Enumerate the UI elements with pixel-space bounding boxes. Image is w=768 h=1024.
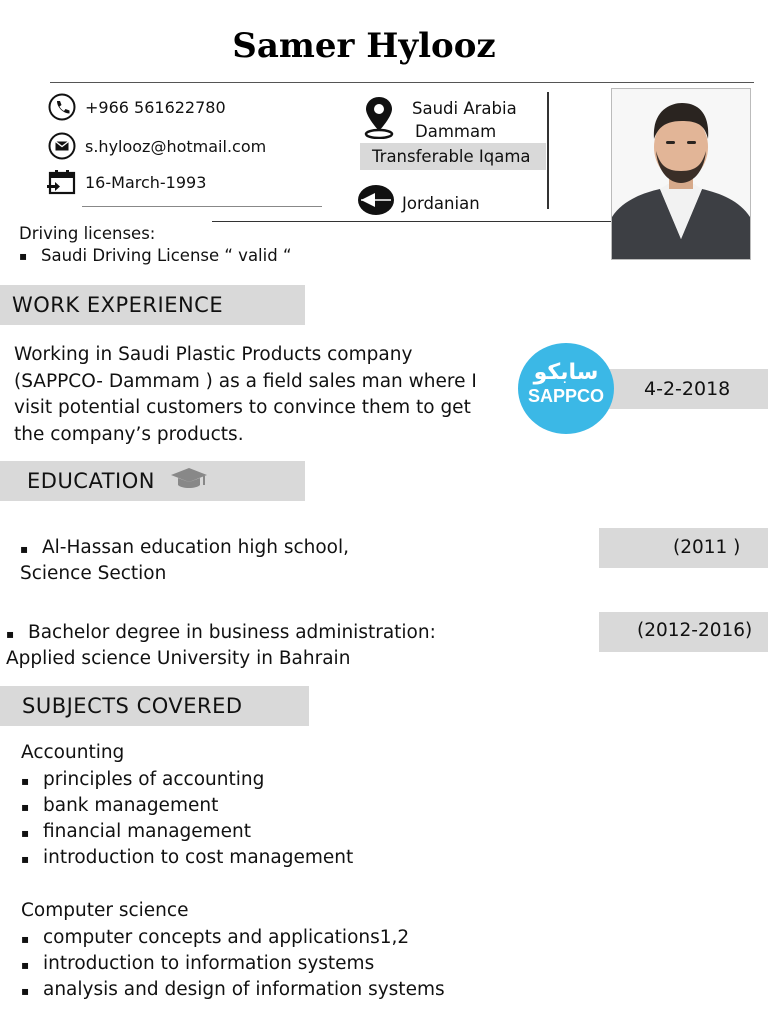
section-title: WORK EXPERIENCE [12, 293, 224, 317]
education-entry [6, 620, 436, 673]
birthdate-row [47, 168, 206, 196]
profile-photo [611, 88, 751, 260]
page-title: Samer Hylooz [232, 26, 496, 66]
education-entry [20, 535, 349, 588]
logo-arabic-text: سابكو [533, 360, 599, 385]
education-header [0, 461, 305, 501]
residency-badge [360, 143, 546, 170]
phone-icon [47, 93, 77, 121]
driving-title: Driving licenses: [19, 224, 156, 243]
work-date: 4-2-2018 [644, 378, 731, 400]
education-line-2: Applied science University in Bahrain [6, 648, 351, 670]
subject-group [21, 898, 445, 1003]
birthdate: 16-March-1993 [85, 172, 207, 192]
sappco-logo [518, 343, 614, 434]
subject-group [21, 740, 353, 872]
email-icon [47, 132, 77, 160]
list-item: ▪ computer concepts and applications1,2 [21, 925, 445, 951]
location-text [412, 97, 517, 143]
logo-text: SAPPCO [527, 386, 605, 406]
subjects-covered-header [0, 686, 309, 726]
work-experience-header [0, 285, 305, 325]
education-date: (2011 ) [673, 537, 741, 558]
education-line-1: ▪ Al-Hassan education high school, [20, 535, 349, 561]
driving-licenses [19, 223, 292, 267]
list-item: ▪ financial management [21, 819, 353, 845]
contact-divider [82, 206, 322, 207]
city: Dammam [415, 122, 497, 141]
email-address: s.hylooz@hotmail.com [85, 136, 267, 156]
vertical-divider [547, 92, 549, 209]
flag-icon [357, 184, 395, 220]
list-item: ▪ analysis and design of information systems [21, 977, 445, 1003]
list-item: ▪ introduction to information systems [21, 951, 445, 977]
nationality: Jordanian [402, 194, 480, 213]
section-title: EDUCATION [27, 469, 155, 493]
phone-number: +966 561622780 [85, 97, 226, 117]
list-item: ▪ bank management [21, 793, 353, 819]
list-item: ▪ introduction to cost management [21, 845, 353, 871]
country: Saudi Arabia [412, 99, 517, 118]
list-item: ▪ Saudi Driving License “ valid “ [19, 244, 292, 267]
contact-divider-long [212, 221, 612, 222]
education-date: (2012-2016) [637, 620, 753, 641]
work-description: Working in Saudi Plastic Products company (SAPPCO- Dammam ) as a field sales man where I visit potential customers to convince them to get the company’s products. [14, 344, 477, 445]
header-divider [50, 82, 754, 83]
phone-row [47, 93, 226, 121]
subject-group-name: Computer science [21, 900, 189, 921]
residency-text: Transferable Iqama [372, 147, 531, 166]
calendar-icon [47, 168, 77, 196]
location-pin-icon [362, 95, 396, 143]
graduation-cap-icon [169, 466, 209, 496]
section-title: SUBJECTS COVERED [22, 694, 243, 718]
education-line-1: ▪ Bachelor degree in business administration: [6, 620, 436, 646]
email-row [47, 132, 266, 160]
education-line-2: Science Section [20, 563, 167, 585]
subject-group-name: Accounting [21, 742, 125, 763]
list-item: ▪ principles of accounting [21, 767, 353, 793]
